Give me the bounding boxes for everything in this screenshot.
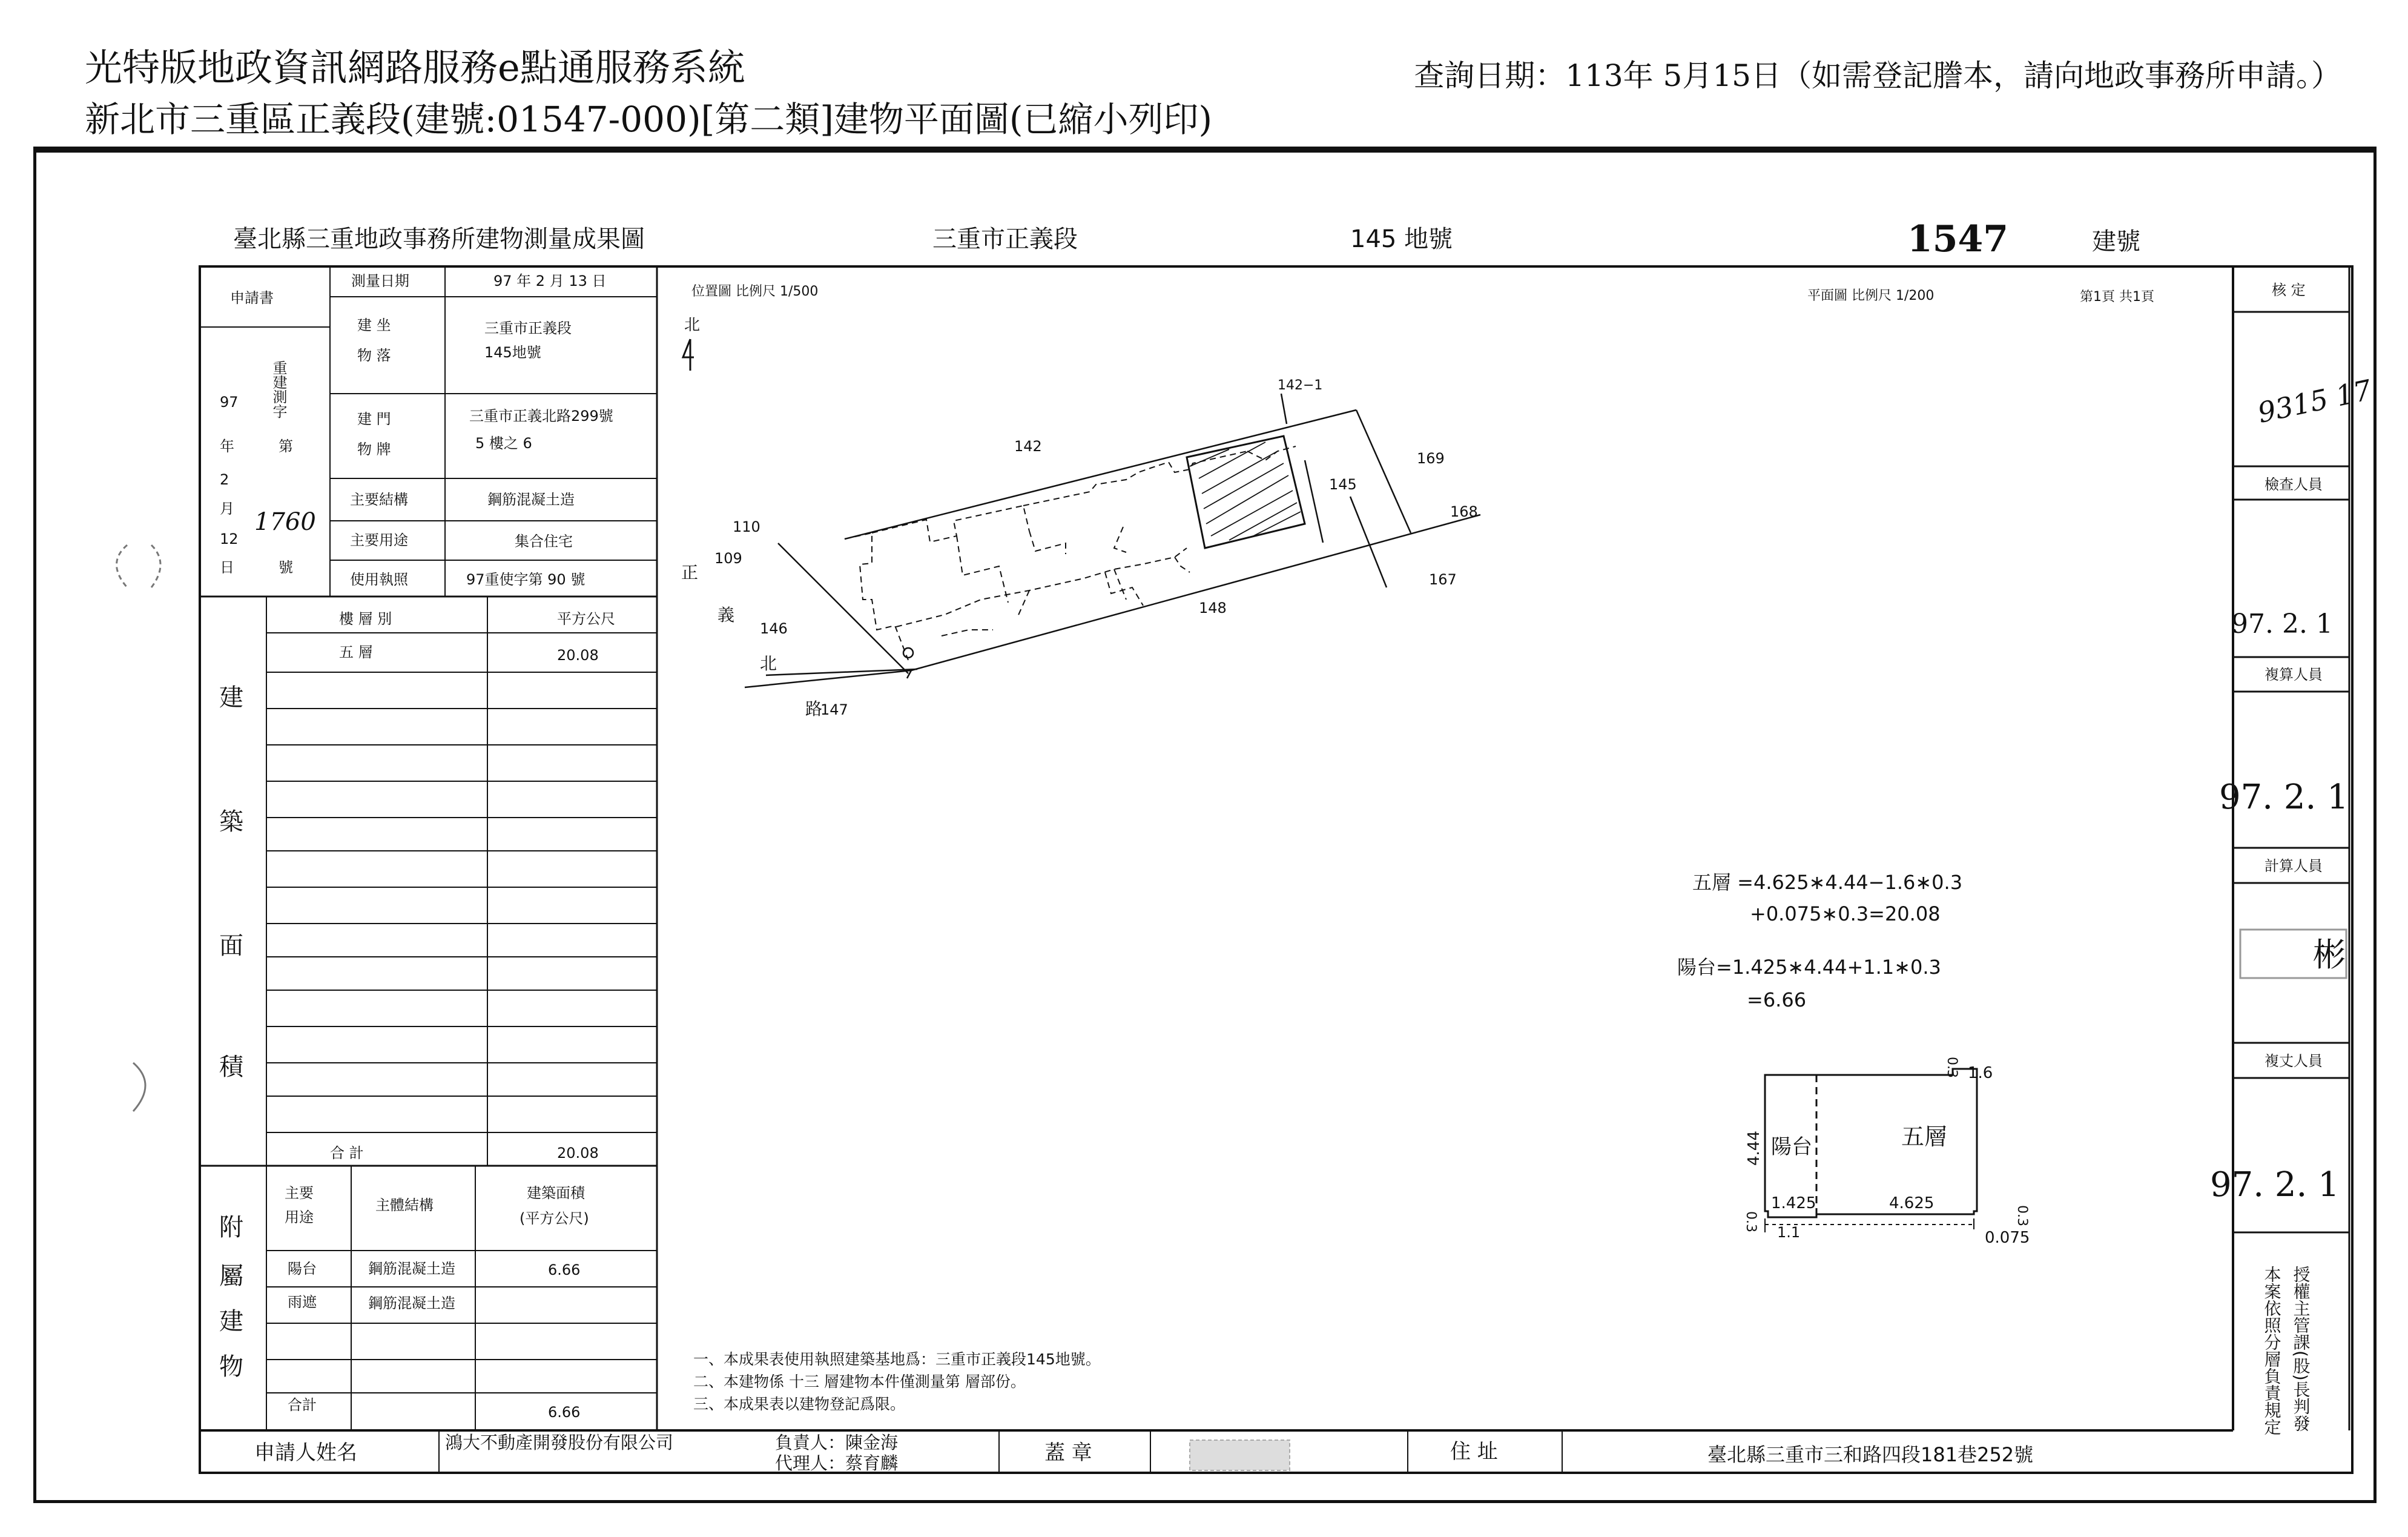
- calc-person-stamp-text: 彬: [2313, 936, 2346, 974]
- app-day: 12: [220, 531, 239, 547]
- annex-col-area-2: (平方公尺): [520, 1210, 589, 1227]
- footer-address: 臺北縣三重市三和路四段181巷252號: [1707, 1443, 2034, 1466]
- road-char-2: 義: [717, 605, 735, 625]
- calc-floor-line-2: +0.075∗0.3=20.08: [1750, 902, 1941, 925]
- area-table-grid: [266, 633, 657, 1132]
- door-label-1: 建 門: [357, 411, 391, 428]
- structure-value: 鋼筋混凝土造: [487, 491, 575, 508]
- page-label: 第1頁 共1頁: [2080, 289, 2154, 305]
- area-total-label: 合 計: [330, 1145, 364, 1162]
- map-num-145: 145: [1329, 476, 1357, 493]
- building-number-mark: 1547: [1907, 218, 2008, 260]
- area-row-sqm: 20.08: [557, 647, 599, 664]
- app-zhong: 重建測字: [270, 360, 287, 418]
- location-label-1: 建 坐: [357, 317, 391, 334]
- app-ri: 日: [220, 559, 234, 576]
- map-num-147: 147: [820, 701, 848, 718]
- map-num-142-1: 142−1: [1278, 378, 1323, 393]
- copy-label: 複丈人員: [2265, 1053, 2323, 1069]
- redacted-seal: [1190, 1440, 1290, 1470]
- recalc-label: 複算人員: [2265, 666, 2323, 683]
- map-num-169: 169: [1417, 450, 1445, 467]
- license-value: 97重使字第 90 號: [466, 571, 586, 588]
- annex-total: 6.66: [548, 1404, 581, 1421]
- area-total: 20.08: [557, 1145, 599, 1162]
- map-num-148: 148: [1199, 600, 1227, 616]
- annex-side-label-3: 建: [219, 1307, 243, 1335]
- area-side-label-2: 築: [219, 808, 243, 836]
- map-num-146: 146: [760, 620, 788, 637]
- annex-row-struct-2: 鋼筋混凝土造: [368, 1295, 455, 1312]
- annex-col-use-1: 主要: [285, 1185, 314, 1202]
- dim-0-3-right: 0.3: [2014, 1205, 2030, 1226]
- dim-4-44: 4.44: [1745, 1131, 1763, 1166]
- app-year: 97: [220, 394, 239, 411]
- footer-responsible: 負責人：陳金海: [775, 1432, 899, 1453]
- calc-floor-line-1: 五層 =4.625∗4.44−1.6∗0.3: [1692, 871, 1963, 894]
- north-label: 北: [684, 316, 701, 334]
- license-label: 使用執照: [350, 571, 408, 588]
- stamp-date-recalc: 97. 2. 1: [2219, 778, 2349, 817]
- right-column-grid: [2233, 312, 2349, 1232]
- calc-balcony-line-2: =6.66: [1747, 988, 1807, 1011]
- plan-floor: 五層: [1901, 1123, 1948, 1150]
- area-row-floor: 五 層: [339, 644, 373, 661]
- lot-number: 145 地號: [1350, 225, 1453, 253]
- note-3: 三、本成果表以建物登記爲限。: [693, 1395, 906, 1413]
- note-2: 二、本建物係 十三 層建物本件僅測量第 層部份。: [693, 1373, 1026, 1390]
- north-arrow-icon: [683, 339, 694, 371]
- stamp-date-inspector: 97. 2. 1: [2231, 609, 2333, 640]
- annex-side-label-2: 屬: [219, 1262, 243, 1290]
- stamp-date-copy: 97. 2. 1: [2210, 1165, 2340, 1205]
- applicant-label: 申請書: [230, 289, 274, 306]
- area-side-label-1: 建: [219, 684, 243, 712]
- road-char-4: 路: [805, 699, 823, 719]
- road-char-3: 北: [760, 653, 777, 673]
- office-title: 臺北縣三重地政事務所建物測量成果圖: [233, 225, 645, 253]
- door-value-2: 5 樓之 6: [475, 435, 532, 452]
- location-value-1: 三重市正義段: [484, 320, 572, 337]
- dim-1-1: 1.1: [1777, 1224, 1801, 1241]
- annex-side-label-1: 附: [219, 1214, 243, 1241]
- plan-scale-label: 平面圖 比例尺 1/200: [1807, 288, 1935, 303]
- road-char-1: 正: [681, 563, 699, 583]
- area-side-label-3: 面: [219, 932, 243, 960]
- map-num-110: 110: [733, 518, 760, 535]
- footer-address-label: 住 址: [1450, 1439, 1498, 1464]
- footer-seal-label: 蓋 章: [1044, 1441, 1092, 1465]
- approver-signature: 9315 17: [2255, 373, 2375, 429]
- app-month: 2: [220, 471, 229, 488]
- annex-col-struct: 主體結構: [375, 1197, 434, 1214]
- map-num-109: 109: [714, 550, 742, 567]
- annex-col-area-1: 建築面積: [527, 1185, 585, 1202]
- building-number-label: 建號: [2092, 228, 2140, 256]
- annex-total-label: 合計: [288, 1397, 317, 1413]
- use-value: 集合住宅: [515, 533, 573, 550]
- calc-label: 計算人員: [2265, 858, 2323, 874]
- annex-row-use-2: 雨遮: [288, 1294, 317, 1311]
- location-map-diagram: [745, 394, 1480, 687]
- survey-date-label: 測量日期: [351, 273, 409, 289]
- map-num-142: 142: [1014, 438, 1042, 455]
- calc-balcony-line-1: 陽台=1.425∗4.44+1.1∗0.3: [1677, 956, 1941, 979]
- plan-balcony: 陽台: [1771, 1135, 1812, 1159]
- location-map-label: 位置圖 比例尺 1/500: [691, 284, 819, 299]
- auth-text-2: 本案依照分層負責規定: [2261, 1266, 2282, 1435]
- survey-date: 97 年 2 月 13 日: [493, 273, 607, 289]
- dim-4-625: 4.625: [1889, 1194, 1935, 1212]
- app-di: 第: [279, 438, 293, 455]
- query-info: 查詢日期：113年 5月15日（如需登記謄本，請向地政事務所申請。）: [1414, 58, 2341, 93]
- area-col-sqm: 平方公尺: [557, 610, 615, 627]
- annex-row-use-1: 陽台: [288, 1260, 317, 1277]
- footer-agent: 代理人：蔡育麟: [775, 1453, 899, 1473]
- location-label-2: 物 落: [357, 347, 391, 364]
- map-num-167: 167: [1429, 571, 1457, 588]
- annex-side-label-4: 物: [219, 1353, 243, 1381]
- app-yue: 月: [220, 500, 234, 517]
- annex-col-use-2: 用途: [285, 1209, 314, 1226]
- door-value-1: 三重市正義北路299號: [469, 408, 613, 425]
- area-col-floor: 樓 層 別: [339, 610, 392, 627]
- annex-table-grid: [266, 1251, 657, 1393]
- structure-label: 主要結構: [350, 491, 408, 508]
- door-label-2: 物 牌: [357, 441, 391, 458]
- area-side-label-4: 積: [219, 1053, 243, 1081]
- annex-row-area-1: 6.66: [548, 1261, 581, 1278]
- approve-label: 核 定: [2272, 282, 2306, 299]
- dim-0-3-left: 0.3: [1743, 1211, 1758, 1232]
- note-1: 一、本成果表使用執照建築基地爲：三重市正義段145地號。: [693, 1350, 1101, 1368]
- app-nian: 年: [220, 438, 234, 455]
- use-label: 主要用途: [350, 532, 408, 549]
- document-title: 新北市三重區正義段(建號:01547-000)[第二類]建物平面圖(已縮小列印): [85, 99, 1213, 140]
- dim-1-425: 1.425: [1771, 1194, 1816, 1212]
- footer-applicant-label: 申請人姓名: [254, 1441, 357, 1465]
- app-number: 1760: [254, 508, 316, 536]
- section-name: 三重市正義段: [932, 225, 1078, 253]
- footer-company: 鴻大不動產開發股份有限公司: [445, 1432, 674, 1453]
- dim-0-3-top: 0.3: [1944, 1057, 1959, 1078]
- annex-row-struct-1: 鋼筋混凝土造: [368, 1260, 455, 1277]
- location-value-2: 145地號: [484, 344, 541, 361]
- map-num-168: 168: [1450, 503, 1478, 520]
- dim-1-6: 1.6: [1968, 1064, 1993, 1082]
- dim-0-075: 0.075: [1985, 1229, 2030, 1247]
- inspector-label: 檢查人員: [2265, 476, 2323, 493]
- system-title: 光特版地政資訊網路服務e點通服務系統: [85, 45, 745, 90]
- app-hao: 號: [279, 559, 293, 576]
- auth-text-1: 授權主管課(股)長判發: [2291, 1266, 2311, 1432]
